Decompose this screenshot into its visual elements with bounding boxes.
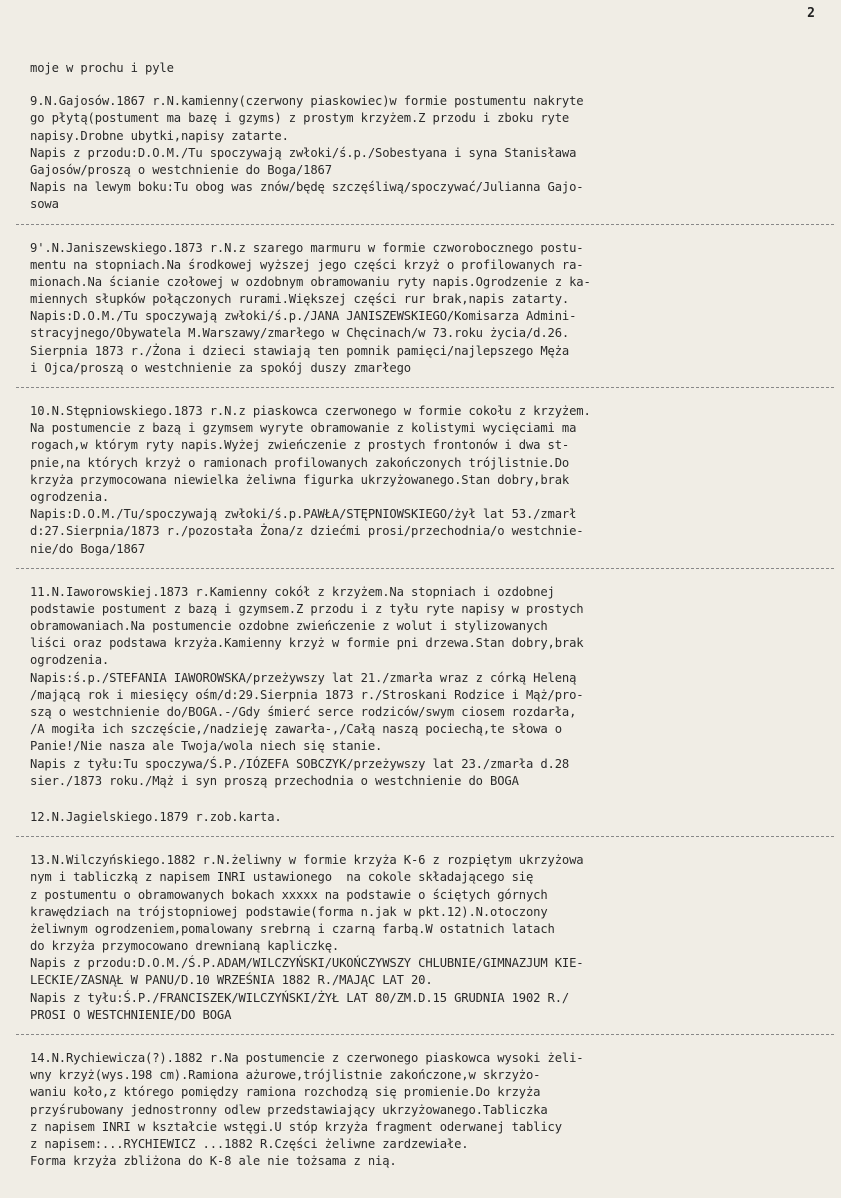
text-line: 14.N.Rychiewicza(?).1882 r.Na postumencie z czerwonego piaskowca wysoki żeli- — [30, 1051, 584, 1065]
text-line: PROSI O WESTCHNIENIE/DO BOGA — [30, 1007, 232, 1022]
entry-10 — [30, 403, 820, 558]
text-line: go płytą(postument ma bazę i gzyms) z prostym krzyżem.Z przodu i zboku ryte — [30, 111, 570, 126]
section-divider — [16, 387, 834, 389]
text-line: Napis:D.O.M./Tu spoczywają zwłoki/ś.p./JANA JANISZEWSKIEGO/Komisarza Admini- — [30, 309, 577, 324]
text-line: 9'.N.Janiszewskiego.1873 r.N.z szarego marmuru w formie czworobocznego postu- — [30, 240, 584, 255]
entry-13 — [30, 852, 820, 1024]
text-line: mentu na stopniach.Na środkowej wyższej jego części krzyż o profilowanych ra- — [30, 257, 584, 272]
text-line: liści oraz podstawa krzyża.Kamienny krzyż w formie pni drzewa.Stan dobry,brak — [30, 636, 584, 651]
text-line: z napisem INRI w kształcie wstęgi.U stóp krzyża fragment oderwanej tablicy — [30, 1119, 562, 1134]
document-heading: moje w prochu i pyle — [30, 61, 174, 75]
text-line: nie/do Boga/1867 — [30, 541, 145, 556]
text-line: obramowaniach.Na postumencie ozdobne zwieńczenie z wolut i stylizowanych — [30, 619, 548, 634]
text-line: Sierpnia 1873 r./Żona i dzieci stawiają ten pomnik pamięci/najlepszego Męża — [30, 343, 570, 358]
text-line: /mającą rok i miesięcy ośm/d:29.Sierpnia 1873 r./Stroskani Rodzice i Mąż/pro- — [30, 687, 584, 702]
text-line: wny krzyż(wys.198 cm).Ramiona ażurowe,trójlistnie zakończone,w skrzyżo- — [30, 1068, 541, 1083]
text-line: Napis z przodu:D.O.M./Ś.P.ADAM/WILCZYŃSKI/UKOŃCZYWSZY CHLUBNIE/GIMNAZJUM KIE- — [30, 956, 584, 971]
entry-12 — [30, 809, 820, 826]
text-line: miennych słupków połączonych rurami.Większej części rur brak,napis zatarty. — [30, 292, 570, 307]
text-line: z napisem:...RYCHIEWICZ ...1882 R.Części żeliwne zardzewiałe. — [30, 1136, 469, 1151]
text-line: stracyjnego/Obywatela M.Warszawy/zmarłego w Chęcinach/w 73.roku życia/d.26. — [30, 326, 570, 341]
text-line: Panie!/Nie nasza ale Twoja/wola niech się stanie. — [30, 739, 383, 754]
text-line: Napis na lewym boku:Tu obog was znów/będę szczęśliwą/spoczywać/Julianna Gajo- — [30, 180, 584, 195]
text-line: 10.N.Stępniowskiego.1873 r.N.z piaskowca czerwonego w formie cokołu z krzyżem. — [30, 404, 591, 418]
section-divider — [16, 798, 834, 799]
text-line: przyśrubowany jednostronny odlew przedstawiający ukrzyżowanego.Tabliczka — [30, 1102, 548, 1117]
section-divider — [16, 1034, 834, 1036]
page-number: 2 — [807, 6, 815, 21]
text-line: Napis z przodu:D.O.M./Tu spoczywają zwłoki/ś.p./Sobestyana i syna Stanisława — [30, 145, 577, 160]
text-line: Napis z tyłu:Tu spoczywa/Ś.P./IÓZEFA SOBCZYK/przeżywszy lat 23./zmarła d.28 — [30, 756, 570, 771]
text-line: LECKIE/ZASNĄŁ W PANU/D.10 WRZEŚNIA 1882 R./MAJĄC LAT 20. — [30, 973, 433, 988]
text-line: sowa — [30, 197, 59, 212]
text-line: podstawie postument z bazą i gzymsem.Z przodu i z tyłu ryte napisy w prostych — [30, 601, 584, 616]
text-line: 9.N.Gajosów.1867 r.N.kamienny(czerwony piaskowiec)w formie postumentu nakryte — [30, 94, 584, 109]
text-line: Napis:D.O.M./Tu/spoczywają zwłoki/ś.p.PAWŁA/STĘPNIOWSKIEGO/żył lat 53./zmarł — [30, 507, 577, 522]
entry-14 — [30, 1050, 820, 1170]
text-line: Napis:ś.p./STEFANIA IAWOROWSKA/przeżywszy lat 21./zmarła wraz z córką Heleną — [30, 670, 577, 685]
text-line: mionach.Na ścianie czołowej w ozdobnym obramowaniu ryty napis.Ogrodzenie z ka- — [30, 274, 591, 289]
entry-11 — [30, 584, 820, 790]
text-line: 11.N.Iaworowskiej.1873 r.Kamienny cokół z krzyżem.Na stopniach i ozdobnej — [30, 584, 555, 599]
text-line: waniu koło,z którego pomiędzy ramiona rozchodzą się promienie.Do krzyża — [30, 1085, 541, 1100]
text-line: krawędziach na trójstopniowej podstawie(forma n.jak w pkt.12).N.otoczony — [30, 904, 548, 919]
section-divider — [16, 836, 834, 838]
text-line: pnie,na których krzyż o ramionach profilowanych zakończonych trójlistnie.Do — [30, 455, 570, 470]
section-divider — [16, 568, 834, 570]
section-divider — [16, 224, 834, 226]
text-line: d:27.Sierpnia/1873 r./pozostała Żona/z dziećmi prosi/przechodnia/o westchnie- — [30, 524, 584, 539]
text-line: nym i tabliczką z napisem INRI ustawionego na cokole składającego się — [30, 870, 534, 885]
entry-9-prime — [30, 240, 820, 378]
text-line: Forma krzyża zbliżona do K-8 ale nie tożsama z nią. — [30, 1154, 397, 1169]
text-line: żeliwnym ogrodzeniem,pomalowany srebrną i czarną farbą.W ostatnich latach — [30, 921, 555, 936]
text-line: 13.N.Wilczyńskiego.1882 r.N.żeliwny w formie krzyża K-6 z rozpiętym ukrzyżowa — [30, 853, 584, 868]
text-line: 12.N.Jagielskiego.1879 r.zob.karta. — [30, 809, 282, 824]
text-line: napisy.Drobne ubytki,napisy zatarte. — [30, 128, 289, 143]
text-line: sier./1873 roku./Mąż i syn proszą przechodnia o westchnienie do BOGA — [30, 773, 519, 788]
text-line: Napis z tyłu:Ś.P./FRANCISZEK/WILCZYŃSKI/ŻYŁ LAT 80/ZM.D.15 GRUDNIA 1902 R./ — [30, 990, 570, 1005]
text-line: krzyża przymocowana niewielka żeliwna figurka ukrzyżowanego.Stan dobry,brak — [30, 472, 570, 487]
text-line: z postumentu o obramowanych bokach xxxxx na podstawie o ściętych górnych — [30, 887, 548, 902]
text-line: /A mogiła ich szczęście,/nadzieję zawarła-,/Całą naszą pociechą,te słowa o — [30, 722, 562, 737]
text-line: ogrodzenia. — [30, 653, 110, 668]
text-line: ogrodzenia. — [30, 489, 110, 504]
text-line: szą o westchnienie do/BOGA.-/Gdy śmierć serce rodziców/swym ciosem rozdarła, — [30, 705, 577, 719]
text-line: do krzyża przymocowano drewnianą kapliczkę. — [30, 939, 340, 954]
entry-9 — [30, 93, 820, 213]
document-body — [30, 60, 820, 1170]
text-line: i Ojca/proszą o westchnienie za spokój duszy zmarłego — [30, 360, 411, 375]
text-line: Gajosów/proszą o westchnienie do Boga/1867 — [30, 162, 332, 177]
text-line: rogach,w którym ryty napis.Wyżej zwieńczenie z prostych frontonów i dwa st- — [30, 438, 570, 453]
text-line: Na postumencie z bazą i gzymsem wyryte obramowanie z kolistymi wycięciami ma — [30, 421, 577, 436]
